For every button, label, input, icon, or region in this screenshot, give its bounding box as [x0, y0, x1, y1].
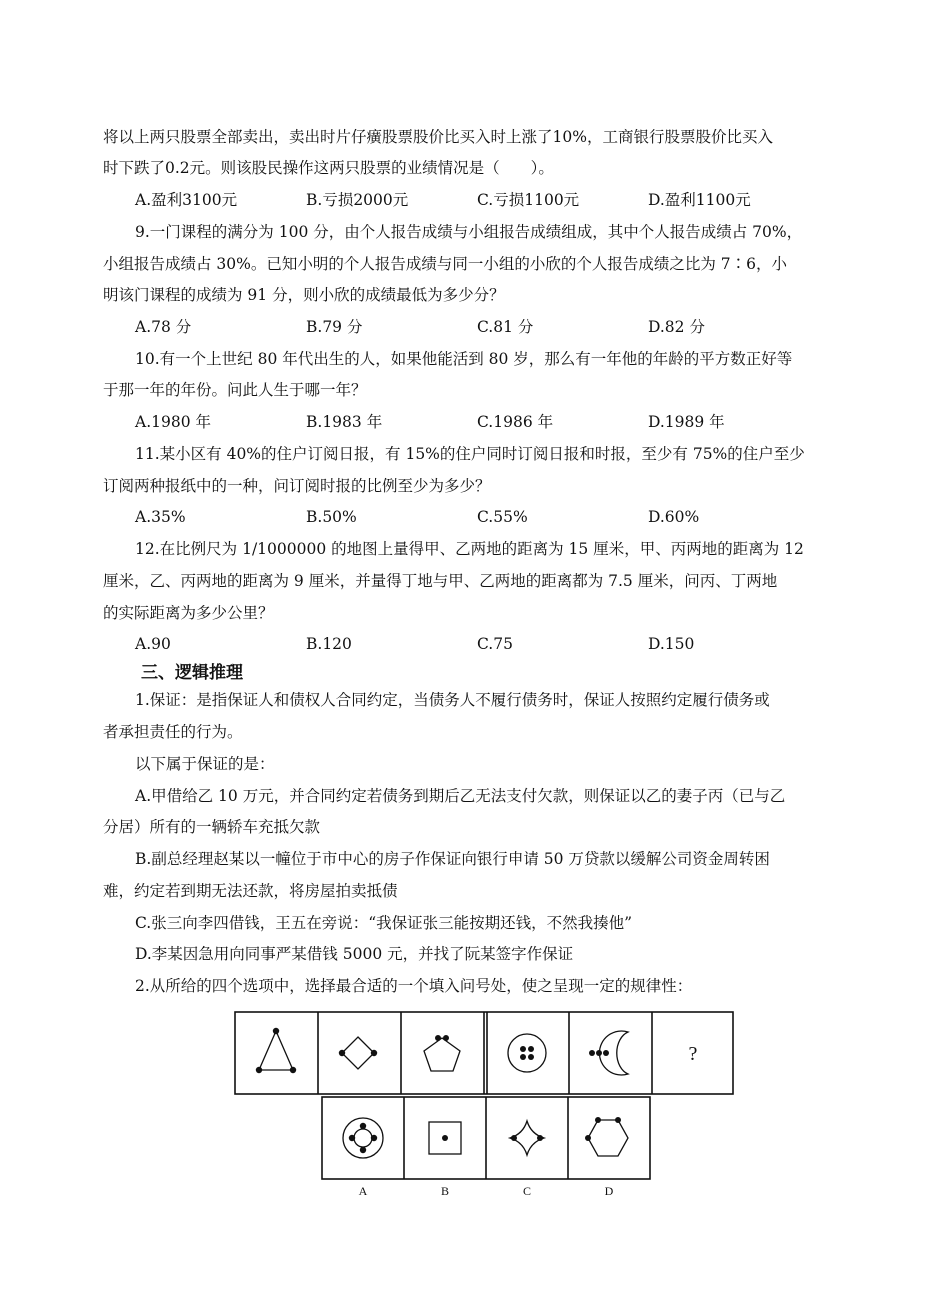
- q9-option-d: D.82 分: [648, 318, 705, 336]
- option-label-a: A: [358, 1184, 368, 1198]
- q9-option-b: B.79 分: [306, 318, 363, 336]
- q8-option-a: A.盈利3100元: [135, 191, 238, 209]
- q10-line-1: 10.有一个上世纪 80 年代出生的人，如果他能活到 80 岁，那么有一年他的年龄的平方数正好等: [135, 350, 793, 368]
- q12-option-a: A.90: [135, 635, 171, 653]
- q8-option-d: D.盈利1100元: [648, 191, 751, 209]
- option-d-figure: [585, 1117, 628, 1156]
- lq1-line-2: 者承担责任的行为。: [103, 723, 243, 741]
- triangle-icon: [256, 1028, 296, 1073]
- q11-option-d: D.60%: [648, 508, 700, 526]
- q9-line-3: 明该门课程的成绩为 91 分，则小欣的成绩最低为多少分？: [103, 286, 505, 304]
- lq1-option-b-line-1: B.副总经理赵某以一幢位于市中心的房子作保证向银行申请 50 万贷款以缓解公司资金周转困: [135, 850, 770, 868]
- q9-line-2: 小组报告成绩占 30%。已知小明的个人报告成绩与同一小组的小欣的个人报告成绩之比为 7∶6，小: [103, 255, 788, 273]
- pentagon-icon: [424, 1035, 460, 1071]
- option-label-d: D: [604, 1184, 614, 1198]
- q8-line-1: 将以上两只股票全部卖出，卖出时片仔癀股票股价比买入时上涨了10%，工商银行股票股价比买入: [103, 128, 773, 146]
- q11-line-2: 订阅两种报纸中的一种，问订阅时报的比例至少为多少？: [103, 477, 491, 495]
- lq1-option-a-line-1: A.甲借给乙 10 万元，并合同约定若债务到期后乙无法支付欠款，则保证以乙的妻子丙（已与乙: [135, 787, 786, 805]
- option-c-figure: [510, 1121, 544, 1155]
- pattern-figure: [234, 1011, 734, 1201]
- lq1-line-1: 1.保证：是指保证人和债权人合同约定，当债务人不履行债务时，保证人按照约定履行债务或: [135, 691, 770, 709]
- crescent-icon: [589, 1031, 628, 1075]
- q12-line-1: 12.在比例尺为 1/1000000 的地图上量得甲、乙两地的距离为 15 厘米，甲、丙两地的距离为 12: [135, 540, 804, 558]
- lq1-prompt: 以下属于保证的是：: [135, 755, 275, 773]
- q11-option-b: B.50%: [306, 508, 357, 526]
- lq1-option-d: D.李某因急用向同事严某借钱 5000 元，并找了阮某签字作保证: [135, 945, 574, 963]
- lq1-option-a-line-2: 分居）所有的一辆轿车充抵欠款: [103, 818, 321, 836]
- option-label-b: B: [440, 1184, 450, 1198]
- q11-option-c: C.55%: [477, 508, 528, 526]
- q11-option-a: A.35%: [135, 508, 186, 526]
- pattern-figure-svg: [234, 1011, 734, 1201]
- lq1-option-c: C.张三向李四借钱，王五在旁说：“我保证张三能按期还钱，不然我揍他”: [135, 914, 633, 932]
- circle-four-dots-icon: [508, 1034, 546, 1072]
- option-a-figure: [343, 1118, 383, 1158]
- q12-option-b: B.120: [306, 635, 352, 653]
- q8-option-b: B.亏损2000元: [306, 191, 409, 209]
- q12-line-3: 的实际距离为多少公里？: [103, 604, 274, 622]
- diamond-icon: [339, 1037, 377, 1069]
- q9-option-c: C.81 分: [477, 318, 534, 336]
- q10-line-2: 于那一年的年份。问此人生于哪一年？: [103, 381, 367, 399]
- q8-option-c: C.亏损1100元: [477, 191, 580, 209]
- q11-line-1: 11.某小区有 40%的住户订阅日报，有 15%的住户同时订阅日报和时报，至少有 75%的住户至少: [135, 445, 805, 463]
- lq1-option-b-line-2: 难，约定若到期无法还款，将房屋拍卖抵债: [103, 882, 398, 900]
- question-mark: ?: [688, 1043, 698, 1065]
- option-b-figure: [429, 1122, 461, 1154]
- q9-line-1: 9.一门课程的满分为 100 分，由个人报告成绩与小组报告成绩组成，其中个人报告成绩占 70%，: [135, 223, 803, 241]
- q10-option-d: D.1989 年: [648, 413, 725, 431]
- q12-option-d: D.150: [648, 635, 695, 653]
- q12-line-2: 厘米，乙、丙两地的距离为 9 厘米，并量得丁地与甲、乙两地的距离都为 7.5 厘米，问丙、丁两地: [103, 572, 778, 590]
- q10-option-c: C.1986 年: [477, 413, 554, 431]
- option-label-c: C: [522, 1184, 532, 1198]
- q12-option-c: C.75: [477, 635, 513, 653]
- q9-option-a: A.78 分: [135, 318, 192, 336]
- lq2-line-1: 2.从所给的四个选项中，选择最合适的一个填入问号处，使之呈现一定的规律性：: [135, 977, 693, 995]
- q10-option-b: B.1983 年: [306, 413, 383, 431]
- q10-option-a: A.1980 年: [135, 413, 211, 431]
- q8-line-2: 时下跌了0.2元。则该股民操作这两只股票的业绩情况是（ ）。: [103, 159, 554, 177]
- section-title: 三、逻辑推理: [141, 663, 243, 683]
